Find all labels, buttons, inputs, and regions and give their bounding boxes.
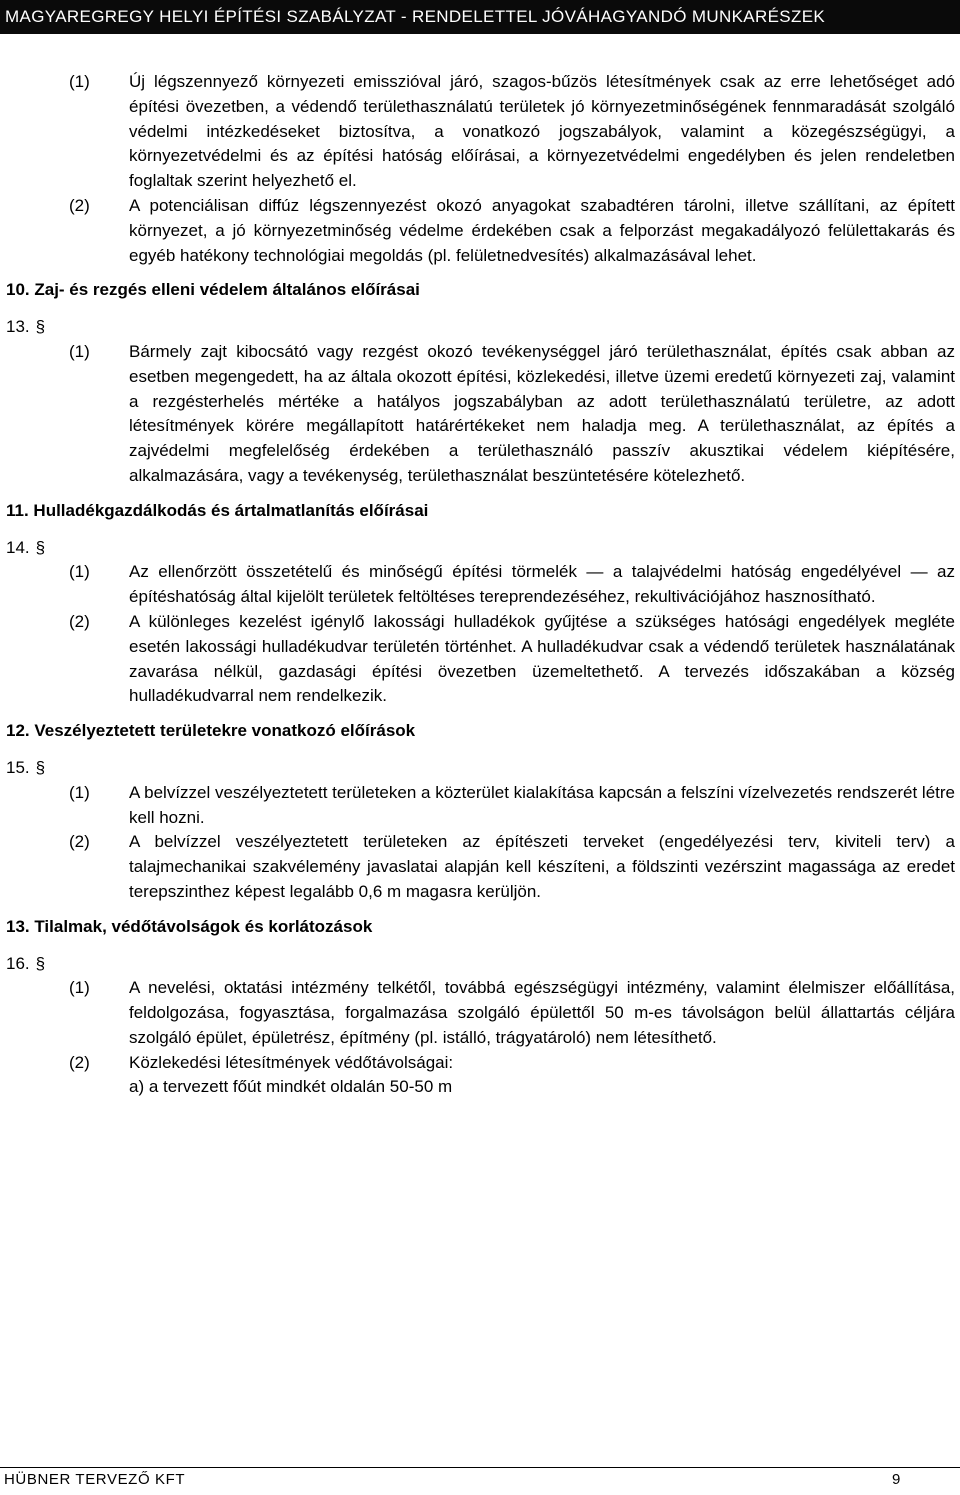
- header-title: MAGYAREGREGY HELYI ÉPÍTÉSI SZABÁLYZAT - RENDELETTEL JÓVÁHAGYANDÓ MUNKARÉSZEK: [5, 7, 826, 26]
- section-heading-10: 10. Zaj- és rezgés elleni védelem általános előírásai: [6, 280, 420, 300]
- document-body: [0, 70, 960, 1100]
- paragraph-number: (1): [69, 562, 90, 582]
- section-sign: §: [35, 757, 46, 777]
- section-number-14: [0, 536, 960, 561]
- section-number-16: [0, 952, 960, 977]
- sub-item-a: a) a tervezett főút mindkét oldalán 50-50 m: [129, 1077, 453, 1097]
- paragraph-text: A nevelési, oktatási intézmény telkétől, továbbá egészségügyi intézmény, valamint élelmiszer előállítása, feldolgozása, fogyasztása, forgalmazása szolgáló épülettől 50 m-es távolságon belül állattartás céljára szolgáló épület, épületrész, építmény (pl. istálló, trágyatároló) nem létesíthető.: [129, 978, 955, 1047]
- paragraph-text: Bármely zajt kibocsátó vagy rezgést okozó tevékenységgel járó területhasználat, építés csak abban az esetben megengedett, ha az általa okozott építési, közlekedési, illetve üzemi eredetű környezeti zaj, valamint a rezgésterhelés mértéke a hatályos jogszabályban az adott területhasználatú területre, az adott létesítmények körére megállapított határértékeket nem haladja meg. A területhasználat, az építés a zajvédelmi megfelelőség érdekében a területhasználó passzív akusztikai védelem kiépítésére, alkalmazására, vagy a tevékenység, területhasználat beszüntetésére kötelezhető.: [129, 341, 955, 485]
- paragraph-text: A belvízzel veszélyeztetett területeken a közterület kialakítása kapcsán a felszíni vízelvezetés rendszerét létre kell hozni.: [129, 782, 955, 827]
- section-heading-13: 13. Tilalmak, védőtávolságok és korlátozások: [6, 916, 373, 936]
- paragraph-text: Új légszennyező környezeti emisszióval járó, szagos-bűzös létesítmények csak az erre lehetőséget adó építési övezetben, a védendő területhasználatú területek jó környezetminőségének fennmaradását szolgáló védelmi intézkedéseket biztosítva, a vonatkozó jogszabályok, valamint a közegészségügyi, a környezetvédelmi és az építési hatóság előírásai, a környezetvédelmi engedélyben és jelen rendeletben foglaltak szerint helyezhető el.: [129, 72, 955, 191]
- section-sign: §: [35, 953, 46, 973]
- page-number: 9: [892, 1471, 901, 1488]
- paragraph-number: (1): [69, 978, 90, 998]
- section-number-13: [0, 315, 960, 340]
- document-footer: [0, 1467, 960, 1488]
- paragraph-number: (2): [69, 611, 90, 631]
- document-header: [0, 0, 960, 34]
- section-heading-12: 12. Veszélyeztetett területekre vonatkozó előírások: [6, 721, 416, 741]
- paragraph-section-number: 13.: [6, 317, 30, 337]
- paragraph-15-2: [0, 830, 960, 904]
- paragraph-16-2: [0, 1051, 960, 1101]
- paragraph-number: (2): [69, 195, 90, 215]
- paragraph-section-number: 15.: [6, 757, 30, 777]
- paragraph-text: Közlekedési létesítmények védőtávolságai:: [129, 1052, 454, 1072]
- intro-paragraph-2: [0, 194, 960, 268]
- paragraph-number: (1): [69, 782, 90, 802]
- paragraph-number: (1): [69, 341, 90, 361]
- paragraph-14-1: [0, 560, 960, 610]
- paragraph-16-1: [0, 976, 960, 1050]
- intro-paragraph-1: [0, 70, 960, 194]
- paragraph-14-2: [0, 610, 960, 709]
- paragraph-section-number: 16.: [6, 953, 30, 973]
- section-number-15: [0, 756, 960, 781]
- paragraph-13-1: [0, 340, 960, 489]
- section-sign: §: [35, 317, 46, 337]
- paragraph-text: A belvízzel veszélyeztetett területeken az építészeti terveket (engedélyezési terv, kiviteli terv) a talajmechanikai szakvélemény javaslatai alapján kell készíteni, a földszinti vezérszint magassága az eredet terepszinthez képest legalább 0,6 m magasra kerüljön.: [129, 832, 955, 901]
- paragraph-number: (2): [69, 832, 90, 852]
- paragraph-number: (2): [69, 1052, 90, 1072]
- paragraph-content: [129, 1051, 955, 1101]
- section-sign: §: [35, 537, 46, 557]
- section-heading-11: 11. Hulladékgazdálkodás és ártalmatlanítás előírásai: [6, 500, 429, 520]
- paragraph-text: A különleges kezelést igénylő lakossági hulladékok gyűjtése a szükséges hatósági engedélyek megléte esetén lakossági hulladékudvar területén történhet. A hulladékudvar csak a védendő területek használatának zavarása nélkül, gazdasági építési övezetben üzemeltethető. A tervezés időszakában a község hulladékudvarral nem rendelkezik.: [129, 611, 955, 706]
- paragraph-15-1: [0, 781, 960, 831]
- paragraph-text: Az ellenőrzött összetételű és minőségű építési törmelék — a talajvédelmi hatóság engedélyével — az építéshatóság által kijelölt területek feltöltéses tereprendezéséhez, rekultivációjához hasznosítható.: [129, 562, 955, 607]
- paragraph-number: (1): [69, 72, 90, 91]
- footer-company: HÜBNER TERVEZŐ KFT: [4, 1471, 186, 1488]
- paragraph-text: A potenciálisan diffúz légszennyezést okozó anyagokat szabadtéren tárolni, illetve szállítani, az épített környezet, a jó környezetminőség védelme érdekében csak a felporzást megakadályozó felülettakarás és egyéb hatékony technológiai megoldás (pl. felületnedvesítés) alkalmazásával lehet.: [129, 195, 955, 265]
- paragraph-section-number: 14.: [6, 537, 30, 557]
